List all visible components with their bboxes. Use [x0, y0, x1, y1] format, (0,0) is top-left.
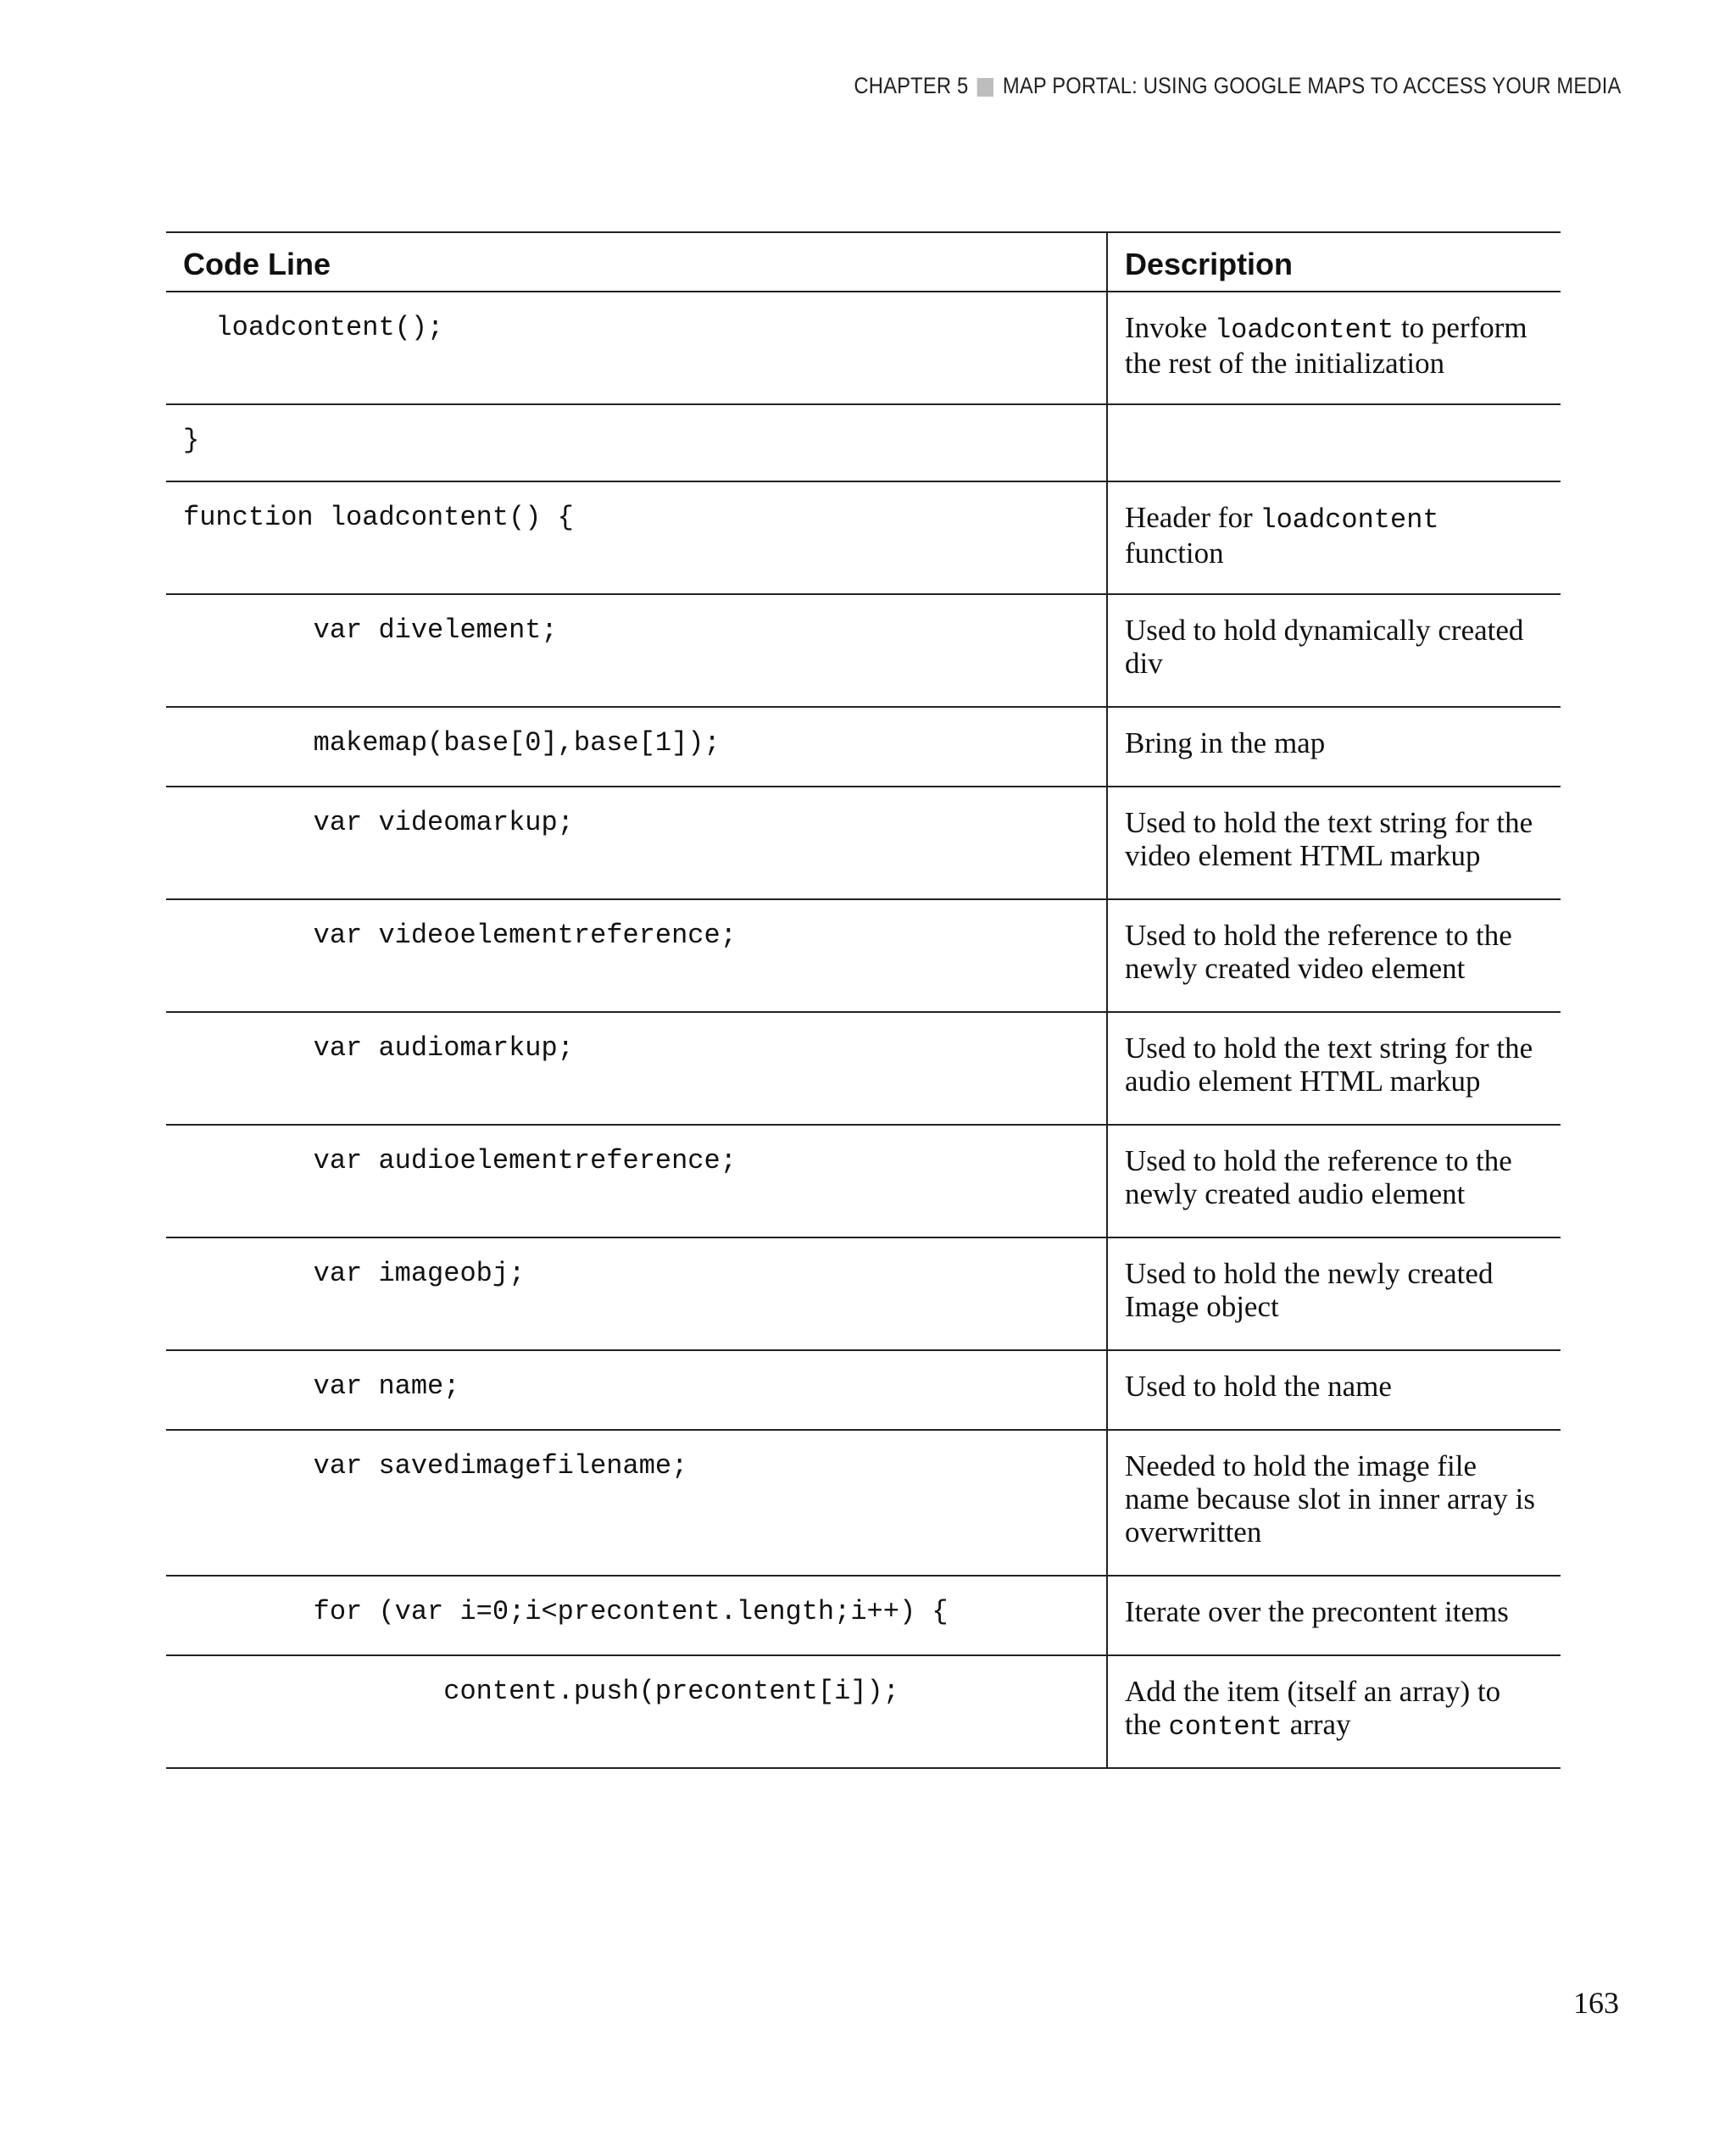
description-cell [1107, 1125, 1561, 1237]
description-text-continued: array [1282, 1708, 1351, 1741]
description-cell [1107, 1237, 1561, 1350]
page-number: 163 [1573, 1986, 1619, 2020]
code-line: var videoelementreference; [166, 899, 1107, 1012]
description-cell [1107, 481, 1561, 594]
description-cell [1107, 292, 1561, 404]
table-row [166, 1237, 1561, 1350]
column-header-description: Description [1125, 247, 1294, 281]
table-row [166, 1655, 1561, 1768]
description-cell [1107, 594, 1561, 707]
description-text: Used to hold the reference to the newly created audio element [1125, 1144, 1512, 1210]
description-cell [1107, 1576, 1561, 1655]
description-cell [1107, 707, 1561, 787]
code-line: makemap(base[0],base[1]); [166, 707, 1107, 787]
description-cell [1107, 1012, 1561, 1125]
description-text: Used to hold the text string for the video element HTML markup [1125, 806, 1533, 872]
table-header-row [166, 232, 1561, 292]
chapter-label: CHAPTER 5 [854, 73, 969, 98]
description-inline-code: loadcontent [1260, 504, 1439, 536]
description-text: Invoke [1125, 311, 1215, 344]
code-description-table [166, 231, 1561, 1769]
table-row [166, 1576, 1561, 1655]
code-line: var savedimagefilename; [166, 1430, 1107, 1576]
code-line: var imageobj; [166, 1237, 1107, 1350]
running-head [854, 73, 1622, 99]
description-cell [1107, 1655, 1561, 1768]
description-text: Used to hold dynamically created div [1125, 614, 1524, 680]
table-row [166, 292, 1561, 404]
description-text: Used to hold the text string for the audio element HTML markup [1125, 1032, 1533, 1098]
code-line: var audiomarkup; [166, 1012, 1107, 1125]
table-row [166, 1430, 1561, 1576]
description-text: Needed to hold the image file name because slot in inner array is overwritten [1125, 1449, 1535, 1549]
description-text: Used to hold the newly created Image object [1125, 1257, 1494, 1323]
code-line: var divelement; [166, 594, 1107, 707]
code-line: } [166, 404, 1107, 481]
description-inline-code: content [1168, 1711, 1283, 1743]
table-row [166, 1350, 1561, 1430]
code-line: content.push(precontent[i]); [166, 1655, 1107, 1768]
code-line: var audioelementreference; [166, 1125, 1107, 1237]
description-cell [1107, 899, 1561, 1012]
table-row [166, 481, 1561, 594]
table-row [166, 404, 1561, 481]
table-row [166, 707, 1561, 787]
square-separator-icon [977, 78, 993, 97]
code-line: function loadcontent() { [166, 481, 1107, 594]
description-cell [1107, 1350, 1561, 1430]
code-line: for (var i=0;i<precontent.length;i++) { [166, 1576, 1107, 1655]
table-row [166, 899, 1561, 1012]
code-line: var videomarkup; [166, 787, 1107, 899]
column-header-code: Code Line [166, 232, 1107, 292]
description-text: Add the item (itself an array) to the [1125, 1675, 1501, 1741]
code-line: loadcontent(); [166, 292, 1107, 404]
table-body [166, 292, 1561, 1768]
chapter-title: MAP PORTAL: USING GOOGLE MAPS TO ACCESS YOUR MEDIA [1003, 73, 1622, 98]
description-text: Used to hold the reference to the newly created video element [1125, 919, 1512, 985]
description-text: Used to hold the name [1125, 1370, 1392, 1403]
description-text-continued: function [1125, 537, 1224, 570]
description-cell [1107, 1430, 1561, 1576]
table-row [166, 594, 1561, 707]
description-inline-code: loadcontent [1214, 314, 1394, 346]
description-cell [1107, 787, 1561, 899]
table-row [166, 1125, 1561, 1237]
description-text: Iterate over the precontent items [1125, 1595, 1509, 1628]
table-row [166, 1012, 1561, 1125]
description-cell [1107, 404, 1561, 481]
description-text-continued: to perform the rest of the initialization [1125, 311, 1527, 380]
code-line: var name; [166, 1350, 1107, 1430]
description-text: Bring in the map [1125, 726, 1326, 759]
table-row [166, 787, 1561, 899]
description-text: Header for [1125, 501, 1260, 534]
